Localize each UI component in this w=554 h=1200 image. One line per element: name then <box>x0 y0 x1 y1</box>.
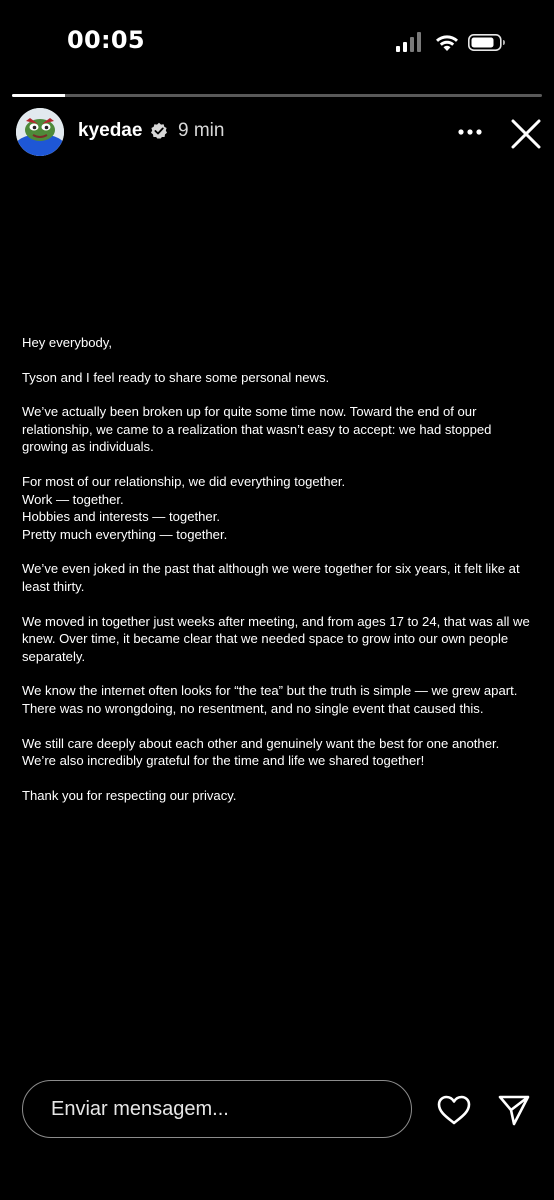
story-paragraph <box>22 560 537 595</box>
story-paragraph <box>22 369 537 387</box>
close-icon <box>506 114 546 154</box>
story-text-line: Pretty much everything — together. <box>22 526 228 542</box>
story-paragraph <box>22 334 537 352</box>
status-icons <box>396 31 508 53</box>
story-viewer[interactable] <box>0 84 554 1068</box>
story-text-line: growing as individuals. <box>22 439 154 455</box>
avatar[interactable] <box>16 108 64 156</box>
message-input[interactable] <box>22 1080 412 1138</box>
story-text-line: We’ve even joked in the past that although we were together for six years, it felt like at <box>22 561 520 577</box>
story-text-line: We know the internet often looks for “the tea” but the truth is simple — we grew apart. <box>22 683 518 699</box>
story-text-line: We’ve actually been broken up for quite some time now. Toward the end of our <box>22 404 477 420</box>
more-options-button[interactable] <box>454 116 486 148</box>
send-icon <box>496 1092 532 1128</box>
story-text-line: relationship, we came to a realization that wasn’t easy to accept: we had stopped <box>22 421 492 437</box>
story-paragraph <box>22 682 537 717</box>
like-button[interactable] <box>436 1094 472 1126</box>
story-text-line: Hey everybody, <box>22 335 112 350</box>
story-text-line: Work — together. <box>22 491 124 507</box>
story-text-line: Tyson and I feel ready to share some personal news. <box>22 369 330 385</box>
story-text-line: There was no wrongdoing, no resentment, and no single event that caused this. <box>22 700 484 716</box>
story-username[interactable]: kyedae <box>78 120 143 141</box>
wifi-icon <box>436 35 458 51</box>
story-text-content <box>22 334 537 821</box>
story-text-line: least thirty. <box>22 578 85 594</box>
story-text-line: knew. Over time, it became clear that we needed space to grow into our own people <box>22 631 509 647</box>
heart-icon <box>436 1094 472 1126</box>
story-text-line: Thank you for respecting our privacy. <box>22 787 237 803</box>
battery-icon <box>469 35 505 50</box>
story-text-line: Hobbies and interests — together. <box>22 509 220 525</box>
story-paragraph <box>22 735 537 770</box>
story-text-line: For most of our relationship, we did everything together. <box>22 473 346 489</box>
close-button[interactable] <box>506 114 546 154</box>
status-time: 00:05 <box>67 26 145 54</box>
story-progress-fill <box>12 94 65 97</box>
story-progress-bar <box>12 94 542 97</box>
story-text-line: We moved in together just weeks after meeting, and from ages 17 to 24, that was all we <box>22 613 530 629</box>
status-bar <box>0 0 554 84</box>
story-text-line: We still care deeply about each other and genuinely want the best for one another. <box>22 735 500 751</box>
story-text-line: We’re also incredibly grateful for the time and life we shared together! <box>22 753 425 769</box>
story-text-line: separately. <box>22 648 86 664</box>
story-paragraph <box>22 613 537 666</box>
story-paragraph <box>22 403 537 456</box>
story-header <box>0 102 554 162</box>
send-button[interactable] <box>496 1092 532 1128</box>
signal-icon <box>396 32 421 52</box>
more-options-icon <box>454 116 486 148</box>
story-time-ago: 9 min <box>178 120 225 141</box>
verified-badge-icon <box>150 122 168 140</box>
story-paragraph <box>22 473 537 543</box>
story-paragraph <box>22 787 537 805</box>
story-reply-bar <box>0 1068 554 1200</box>
